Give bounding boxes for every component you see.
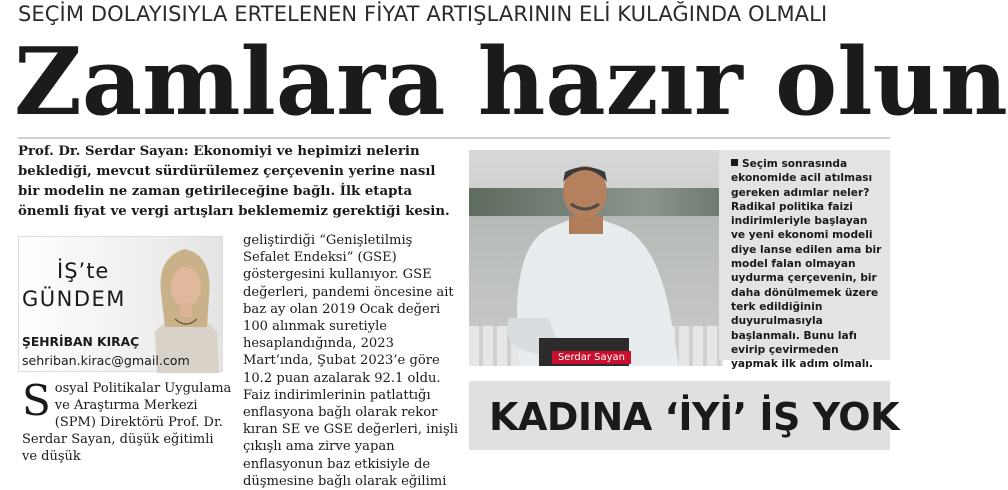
question-box-text: Seçim sonrasında ekonomide acil atılması gereken adımlar neler? Radikal politika faizi indirimleriyle başlayan ve yeni ekonomi modeli diye lanse edilen ama bir model falan olmayan uydurma çerçevenin, bir daha dönülmemek üzere terk edildiğinin duyurulmasıyla başlanmalı. Bunu lafı evirip çevirmeden yapmak ilk adım olmalı.	[731, 158, 882, 371]
lead-paragraph: Prof. Dr. Serdar Sayan: Ekonomiyi ve hepimizi nelerin beklediği, mevcut sürdürülemez çerçevenin yerine nasıl bir modelin ne zaman getirileceğine bağlı. İlk etapta önemli fiyat ve vergi artışları beklememiz gerektiği kesin.	[18, 144, 450, 219]
banner-headline: KADINA ‘İYİ’ İŞ YOK	[489, 395, 900, 439]
drop-cap: S	[22, 376, 51, 425]
kicker: SEÇİM DOLAYISIYLA ERTELENEN FİYAT ARTIŞLARININ ELİ KULAĞINDA OLMALI	[18, 2, 828, 26]
question-box	[719, 150, 890, 371]
author-box	[18, 236, 223, 372]
column-logo-line2: GÜNDEM	[22, 287, 126, 311]
interview-photo	[469, 150, 723, 366]
author-name: ŞEHRİBAN KIRAÇ	[22, 335, 140, 349]
article-column-2: geliştirdiği “Genişletilmiş Sefalet Endeksi” (GSE) göstergesini kullanıyor. GSE değerleri, pandemi öncesine ait baz ay olan 2019 Ocak değeri 100 alınmak suretiyle hesaplandığında, 2023 Mart’ında, Şubat 2023’e göre 10.2 puan azalarak 92.1 oldu. Faiz indirimlerinin patlattığı enflasyona bağlı olarak rekor kıran SE ve GSE değerleri, inişli çıkışlı ama zirve yapan enflasyonun baz etkisiyle de düşmesine bağlı olarak eğilimi	[243, 233, 459, 489]
header-rule	[18, 137, 890, 139]
headline: Zamlara hazır olun	[14, 27, 1008, 136]
column-1-text: osyal Politikalar Uygulama ve Araştırma Merkezi (SPM) Direktörü Prof. Dr. Serdar Sayan, düşük eğitimli ve düşük	[22, 381, 232, 464]
photo-caption: Serdar Sayan	[552, 351, 631, 364]
bullet-square-icon	[731, 159, 738, 166]
person-figure	[479, 158, 689, 366]
next-article-banner	[469, 381, 900, 450]
author-email: sehriban.kirac@gmail.com	[22, 353, 190, 368]
article-column-1	[22, 376, 232, 464]
column-logo-line1: İŞ’te	[57, 259, 110, 283]
